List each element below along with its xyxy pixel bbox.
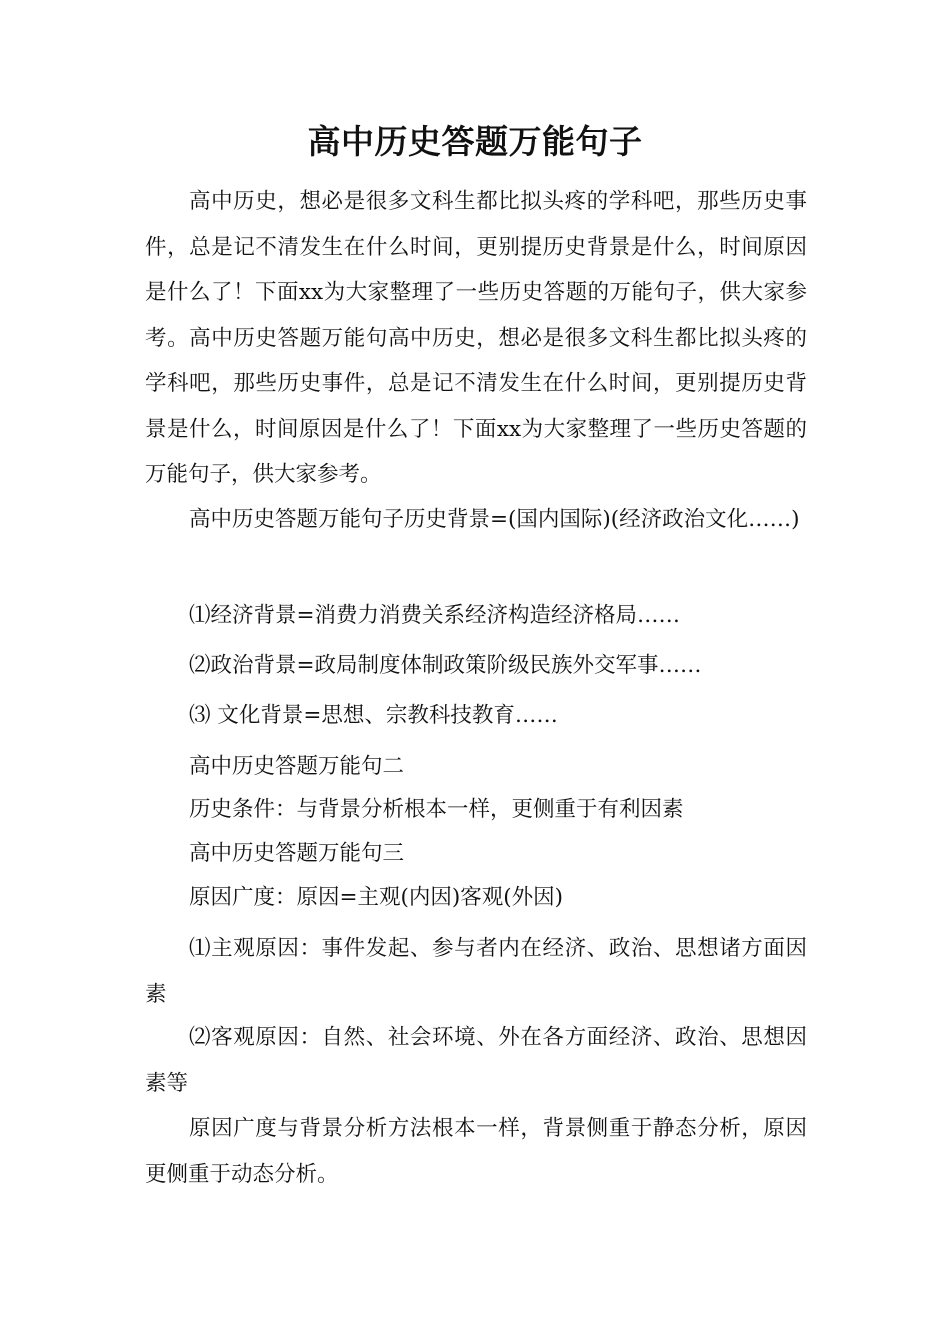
objective-causes-item: ⑵客观原因：自然、社会环境、外在各方面经济、政治、思想因素等 bbox=[145, 1025, 807, 1096]
cultural-background-item: ⑶ 文化背景=思想、宗教科技教育…… bbox=[189, 703, 558, 728]
section-heading-two: 高中历史答题万能句二 bbox=[189, 754, 405, 779]
conclusion-paragraph: 原因广度与背景分析方法根本一样，背景侧重于静态分析，原因更侧重于动态分析。 bbox=[145, 1116, 807, 1187]
historical-conditions-paragraph: 历史条件：与背景分析根本一样，更侧重于有利因素 bbox=[189, 797, 684, 822]
background-formula-paragraph: 高中历史答题万能句子历史背景=(国内国际)(经济政治文化……) bbox=[189, 507, 800, 532]
subjective-causes-item: ⑴主观原因：事件发起、参与者内在经济、政治、思想诸方面因素 bbox=[145, 936, 807, 1007]
section-heading-three: 高中历史答题万能句三 bbox=[189, 841, 405, 866]
intro-paragraph: 高中历史，想必是很多文科生都比拟头疼的学科吧，那些历史事件，总是记不清发生在什么时间，更别提历史背景是什么，时间原因是什么了！下面xx为大家整理了一些历史答题的万能句子，供大家参考。高中历史答题万能句高中历史，想必是很多文科生都比拟头疼的学科吧，那些历史事件，总是记不清发生在什么时间，更别提历史背景是什么，时间原因是什么了！下面xx为大家整理了一些历史答题的万能句子，供大家参考。 bbox=[145, 189, 807, 487]
economic-background-item: ⑴经济背景=消费力消费关系经济构造经济格局…… bbox=[189, 603, 681, 628]
causes-breadth-paragraph: 原因广度：原因=主观(内因)客观(外因) bbox=[189, 885, 564, 910]
document-title: 高中历史答题万能句子 bbox=[307, 122, 643, 161]
political-background-item: ⑵政治背景=政局制度体制政策阶级民族外交军事…… bbox=[189, 653, 702, 678]
